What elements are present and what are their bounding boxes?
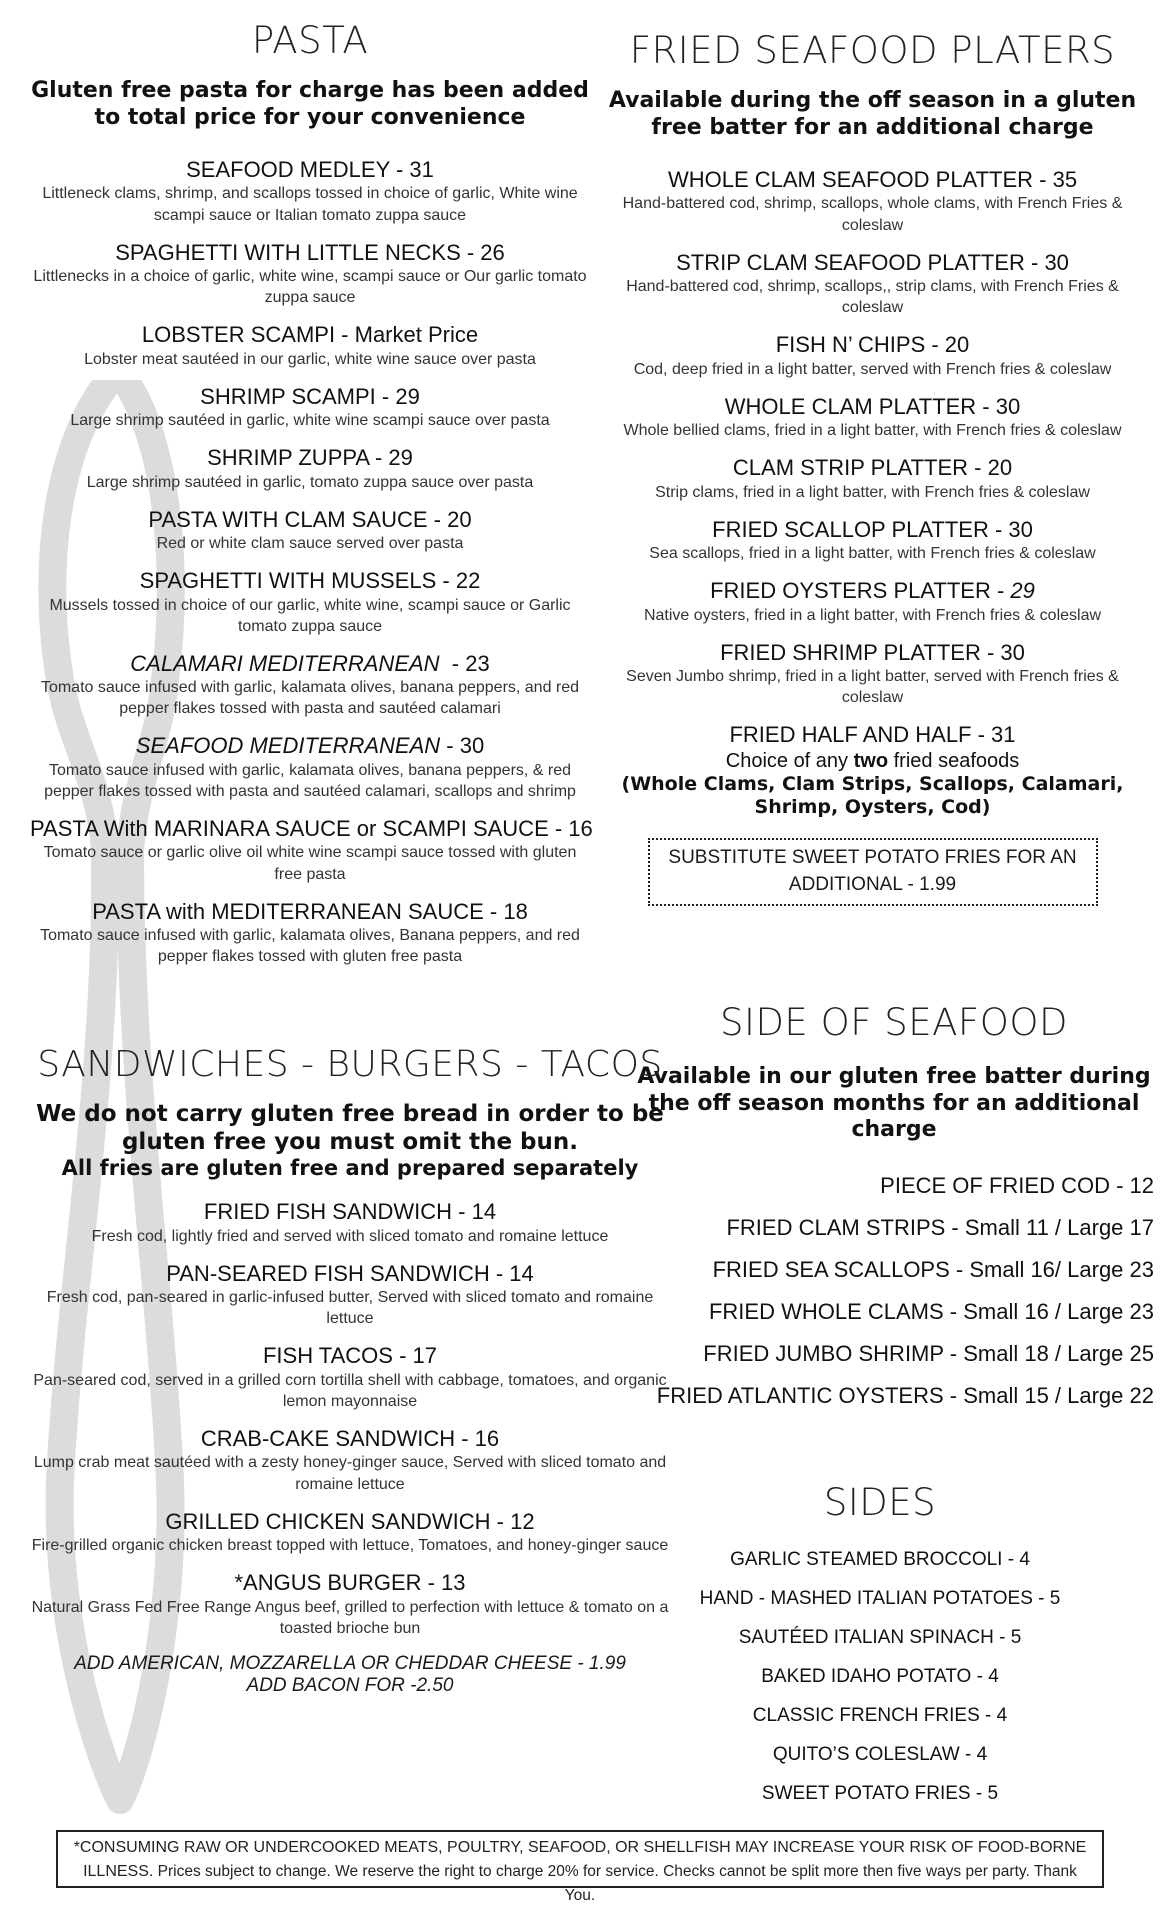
menu-item-name (30, 1509, 670, 1535)
sides-section (660, 1480, 1100, 1813)
menu-item (30, 816, 593, 885)
menu-item (595, 640, 1150, 709)
pasta-note: Gluten free pasta for charge has been added to total price for your convenience (31, 78, 589, 130)
menu-item-description: Littlenecks in a choice of garlic, white wine, scampi sauce or Our garlic tomato zuppa sauce (33, 268, 587, 307)
menu-item-description: Choice of any two fried seafoods (725, 749, 1020, 772)
sides-items (660, 1540, 1100, 1813)
menu-item-name (595, 455, 1150, 481)
menu-item-price: - 23 (439, 650, 490, 676)
side-seafood-item: FRIED SEA SCALLOPS - Small 16/ Large 23 (712, 1257, 1154, 1283)
pasta-section (30, 18, 593, 981)
menu-item-name (30, 157, 590, 183)
bacon-addon: ADD BACON FOR -2.50 (246, 1674, 454, 1696)
menu-item-description: Native oysters, fried in a light batter, with French fries & coleslaw (643, 606, 1102, 624)
menu-item (30, 1261, 670, 1330)
menu-item-title: SPAGHETTI WITH LITTLE NECKS - 26 (115, 239, 505, 265)
menu-item-name (595, 394, 1150, 420)
menu-item-title: SHRIMP ZUPPA - 29 (207, 445, 413, 471)
pasta-items (30, 157, 593, 967)
menu-item-description: Red or white clam sauce served over pasta (156, 535, 464, 553)
menu-item-description: Natural Grass Fed Free Range Angus beef, grilled to perfection with lettuce & tomato on a toasted brioche bun (31, 1598, 669, 1637)
side-item: QUITO’S COLESLAW - 4 (772, 1744, 988, 1766)
menu-item-description: Fresh cod, lightly fried and served with sliced tomato and romaine lettuce (91, 1227, 609, 1245)
menu-item-name (30, 1570, 670, 1596)
side-seafood-item: FRIED JUMBO SHRIMP - Small 18 / Large 25 (703, 1341, 1154, 1367)
menu-item-name (30, 1199, 670, 1225)
menu-item-title: SEAFOOD MEDLEY - 31 (186, 157, 434, 183)
menu-item-description: Mussels tossed in choice of our garlic, white wine, scampi sauce or Garlic tomato zuppa sauce (49, 596, 571, 635)
cheese-addon: ADD AMERICAN, MOZZARELLA OR CHEDDAR CHEESE - 1.99 (74, 1652, 626, 1674)
menu-item-description: Seven Jumbo shrimp, fried in a light batter, served with French fries & coleslaw (626, 668, 1119, 707)
menu-item (30, 157, 590, 226)
menu-item (595, 455, 1150, 503)
menu-item-name (595, 250, 1150, 276)
menu-item-price: - 30 (440, 733, 485, 759)
menu-item-description: Tomato sauce infused with garlic, kalamata olives, banana peppers, and red pepper flakes tossed with pasta and sautéed calamari (40, 679, 580, 718)
menu-item-title: GRILLED CHICKEN SANDWICH - 12 (165, 1508, 535, 1534)
menu-item-name (30, 507, 590, 533)
menu-item (30, 507, 590, 555)
menu-item-name: FRIED HALF AND HALF - 31 (729, 722, 1016, 748)
disclaimer-warning: *CONSUMING RAW OR UNDERCOOKED MEATS, POULTRY, SEAFOOD, OR SHELLFISH MAY INCREASE YOUR RISK OF FOOD-BORNE ILLNESS. (73, 1839, 1087, 1880)
menu-item-name-italic: SEAFOOD MEDITERRANEAN (135, 733, 441, 759)
menu-item-title: FISH TACOS - 17 (262, 1343, 437, 1369)
platters-title: FRIED SEAFOOD PLATERS (629, 29, 1116, 72)
menu-item-name (595, 167, 1150, 193)
menu-item (30, 733, 590, 802)
menu-item-description: Fresh cod, pan-seared in garlic-infused butter, Served with sliced tomato and romaine lettuce (46, 1289, 654, 1328)
menu-item-title: FRIED SHRIMP PLATTER - 30 (720, 639, 1025, 665)
side-seafood-item: FRIED CLAM STRIPS - Small 11 / Large 17 (726, 1215, 1154, 1241)
platters-section (595, 28, 1150, 906)
menu-item (30, 899, 590, 968)
menu-item-name (30, 816, 593, 842)
menu-item-title: WHOLE CLAM PLATTER - 30 (724, 393, 1021, 419)
side-seafood-item: FRIED WHOLE CLAMS - Small 16 / Large 23 (708, 1299, 1154, 1325)
side-item: SAUTÉED ITALIAN SPINACH - 5 (738, 1627, 1022, 1649)
menu-item-description: Cod, deep fried in a light batter, served with French fries & coleslaw (633, 360, 1112, 378)
menu-item-title: SHRIMP SCAMPI - 29 (200, 383, 420, 409)
menu-item-title: FRIED SCALLOP PLATTER - 30 (712, 516, 1033, 542)
menu-item-name (30, 322, 590, 348)
platter-items (595, 167, 1150, 708)
menu-item-description: Hand-battered cod, shrimp, scallops, whole clams, with French Fries & coleslaw (622, 195, 1123, 234)
menu-item-title: LOBSTER SCAMPI - Market Price (141, 322, 479, 348)
menu-item-title: PASTA With MARINARA SAUCE or SCAMPI SAUCE - 16 (30, 816, 593, 842)
pasta-title: PASTA (251, 19, 369, 62)
sandwich-items (30, 1199, 670, 1638)
menu-item-title: PASTA WITH CLAM SAUCE - 20 (148, 506, 472, 532)
menu-item-title: FISH N’ CHIPS - 20 (775, 332, 970, 358)
side-seafood-note: Available in our gluten free batter during the off season months for an additional charge (637, 1064, 1151, 1143)
menu-item-name (30, 445, 590, 471)
menu-item-name (30, 384, 590, 410)
substitute-fries-box: SUBSTITUTE SWEET POTATO FRIES FOR AN ADDITIONAL - 1.99 (648, 838, 1098, 905)
menu-item (595, 332, 1150, 380)
platters-note: Available during the off season in a gluten free batter for an additional charge (608, 88, 1137, 140)
sides-title: SIDES (823, 1481, 937, 1524)
menu-item-name (30, 240, 590, 266)
sandwiches-section (30, 1042, 670, 1697)
menu-item-title: PAN-SEARED FISH SANDWICH - 14 (166, 1260, 534, 1286)
side-item: SWEET POTATO FRIES - 5 (761, 1783, 999, 1805)
menu-item-description: Strip clams, fried in a light batter, with French fries & coleslaw (655, 483, 1090, 501)
disclaimer-box (56, 1830, 1104, 1904)
side-item: HAND - MASHED ITALIAN POTATOES - 5 (699, 1588, 1061, 1610)
half-and-half-choices: (Whole Clams, Clam Strips, Scallops, Calamari, Shrimp, Oysters, Cod) (621, 772, 1124, 818)
side-seafood-items (634, 1165, 1154, 1417)
menu-item-name (30, 733, 590, 759)
menu-item (595, 250, 1150, 319)
disclaimer-policy: Prices subject to change. We reserve the right to charge 20% for service. Checks cannot be split more then five ways per party. Thank You. (153, 1863, 1077, 1904)
menu-item (30, 240, 590, 309)
menu-item (30, 1199, 670, 1247)
side-of-seafood-section (634, 1000, 1154, 1417)
menu-item (30, 445, 590, 493)
menu-item (30, 384, 590, 432)
menu-item-name (30, 1261, 670, 1287)
menu-item-name (595, 517, 1150, 543)
menu-item-description: Whole bellied clams, fried in a light batter, with French fries & coleslaw (623, 422, 1122, 440)
menu-item-name-italic: CALAMARI MEDITERRANEAN (130, 650, 440, 676)
menu-item (30, 322, 590, 370)
menu-item-title: CRAB-CAKE SANDWICH - 16 (200, 1426, 500, 1452)
menu-item (595, 167, 1150, 236)
menu-item-title: WHOLE CLAM SEAFOOD PLATTER - 35 (667, 167, 1078, 193)
menu-item-title: CLAM STRIP PLATTER - 20 (732, 455, 1013, 481)
side-seafood-item: FRIED ATLANTIC OYSTERS - Small 15 / Large 22 (656, 1383, 1154, 1409)
menu-item-description: Sea scallops, fried in a light batter, with French fries & coleslaw (649, 545, 1096, 563)
menu-item-name (30, 568, 590, 594)
menu-item-title: SPAGHETTI WITH MUSSELS - 22 (139, 568, 481, 594)
menu-item-description: Large shrimp sautéed in garlic, white wine scampi sauce over pasta (70, 412, 550, 430)
side-seafood-title: SIDE OF SEAFOOD (720, 1001, 1068, 1044)
menu-item-description: Littleneck clams, shrimp, and scallops tossed in choice of garlic, White wine scampi sauce or Italian tomato zuppa sauce (42, 185, 578, 224)
menu-item (595, 578, 1150, 626)
menu-item-name (595, 640, 1150, 666)
menu-item-description: Lobster meat sautéed in our garlic, white wine sauce over pasta (84, 350, 536, 368)
menu-item (595, 394, 1150, 442)
menu-item (30, 1426, 670, 1495)
menu-item-description: Tomato sauce infused with garlic, kalamata olives, Banana peppers, and red pepper flakes tossed with gluten free pasta (40, 927, 580, 966)
menu-item-name (30, 1343, 670, 1369)
menu-item (30, 651, 590, 720)
side-item: BAKED IDAHO POTATO - 4 (761, 1666, 999, 1688)
menu-item-description: Tomato sauce infused with garlic, kalamata olives, banana peppers, & red pepper flakes tossed with pasta and sautéed calamari, scallops and shrimp (44, 761, 576, 800)
menu-item-price: 29 (1010, 578, 1035, 604)
menu-item-description: Fire-grilled organic chicken breast topped with lettuce, Tomatoes, and honey-ginger sauce (31, 1537, 669, 1555)
menu-item-name (30, 651, 590, 677)
menu-item-name (595, 332, 1150, 358)
menu-item-name (595, 578, 1150, 604)
menu-item (30, 1343, 670, 1412)
menu-item-description: Pan-seared cod, served in a grilled corn tortilla shell with cabbage, tomatoes, and organic lemon mayonnaise (33, 1371, 667, 1410)
menu-item (30, 568, 590, 637)
menu-item-description: Lump crab meat sautéed with a zesty honey-ginger sauce, Served with sliced tomato and romaine lettuce (33, 1454, 667, 1493)
menu-item (30, 1509, 670, 1557)
side-item: GARLIC STEAMED BROCCOLI - 4 (730, 1549, 1030, 1571)
side-seafood-item: PIECE OF FRIED COD - 12 (880, 1173, 1154, 1199)
menu-item-description: Tomato sauce or garlic olive oil white wine scampi sauce tossed with gluten free pasta (43, 844, 577, 883)
half-and-half-item (595, 722, 1150, 818)
menu-item-description: Hand-battered cod, shrimp, scallops,, strip clams, with French Fries & coleslaw (626, 278, 1119, 317)
menu-item-title: STRIP CLAM SEAFOOD PLATTER - 30 (676, 249, 1069, 275)
menu-item-name (30, 899, 590, 925)
sandwiches-title: SANDWICHES - BURGERS - TACOS (37, 1044, 663, 1085)
menu-item (30, 1570, 670, 1639)
menu-item-title: PASTA with MEDITERRANEAN SAUCE - 18 (92, 898, 528, 924)
menu-item (595, 517, 1150, 565)
menu-item-name (30, 1426, 670, 1452)
menu-item-title: FRIED OYSTERS PLATTER - (710, 578, 1011, 604)
menu-item-title: *ANGUS BURGER - 13 (234, 1570, 466, 1596)
menu-item-title: FRIED FISH SANDWICH - 14 (203, 1199, 497, 1225)
sandwiches-note: We do not carry gluten free bread in order to be gluten free you must omit the bun. All fries are gluten free and prepared separately (36, 1101, 664, 1181)
side-item: CLASSIC FRENCH FRIES - 4 (752, 1705, 1008, 1727)
menu-item-description: Large shrimp sautéed in garlic, tomato zuppa sauce over pasta (86, 473, 534, 491)
